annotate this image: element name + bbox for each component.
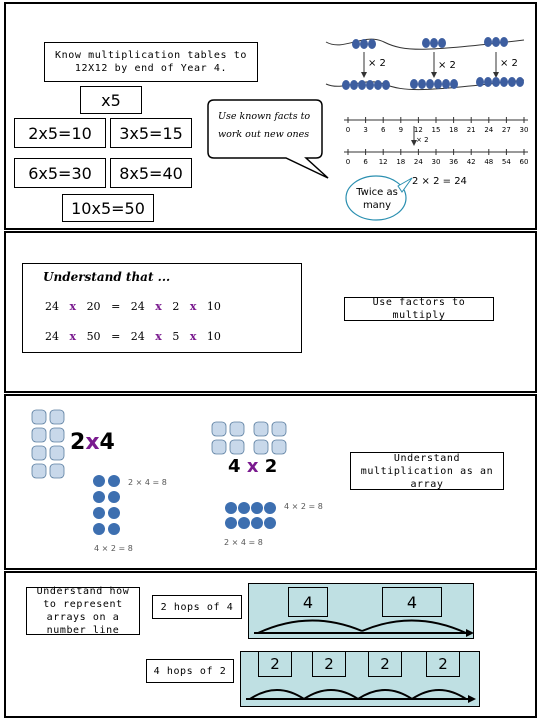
- array-label: Understand multiplication as an array: [350, 452, 504, 490]
- panel-known-facts: [4, 2, 537, 230]
- bead-strings-diagram: [324, 22, 528, 97]
- hop-2-box-1: 2: [258, 651, 292, 677]
- numberline-bottom-label: 42: [466, 158, 476, 166]
- panel-factors: [4, 231, 537, 393]
- right-eq-a: 4 × 2 = 8: [284, 502, 323, 511]
- numberline-top-label: 21: [466, 126, 476, 134]
- numberline-top-label: 18: [449, 126, 459, 134]
- bead-group: [352, 39, 376, 49]
- hops-of-4-label: 2 hops of 4: [152, 595, 242, 619]
- panel-arrays: [4, 394, 537, 570]
- equation-label: 2 × 2 = 24: [412, 176, 467, 187]
- right-eq-b: 2 × 4 = 8: [224, 538, 263, 547]
- numberline-bottom-label: 18: [396, 158, 406, 166]
- factor-line-1: 24 x 20 = 24 x 2 x 10: [45, 300, 221, 313]
- numberline-bottom-label: 54: [501, 158, 511, 166]
- hop-2-box-4: 2: [426, 651, 460, 677]
- numberline-top-label: 15: [431, 126, 441, 134]
- counter-array-2x4: [92, 474, 122, 540]
- numberline-bottom-label: 12: [378, 158, 388, 166]
- numberline-bottom-label: 30: [431, 158, 441, 166]
- numberline-bottom-label: 48: [484, 158, 494, 166]
- numberline-top-label: 24: [484, 126, 494, 134]
- numberline-bottom-label: 36: [449, 158, 459, 166]
- left-array-expression: 2x4: [70, 430, 115, 455]
- numberline-op: × 2: [416, 136, 429, 144]
- fact-8x5: 8x5=40: [110, 158, 192, 188]
- hops-4-arcs: [250, 613, 474, 637]
- times-table-label: x5: [80, 86, 142, 114]
- bead-op-1: × 2: [368, 58, 386, 69]
- numberline-bottom-label: 0: [345, 158, 351, 166]
- bead-op-3: × 2: [500, 58, 518, 69]
- numberline-bottom-label: 24: [413, 158, 423, 166]
- panel-number-line-arrays: [4, 571, 537, 718]
- understand-title: Understand that ...: [43, 270, 171, 284]
- fact-10x5: 10x5=50: [62, 194, 154, 222]
- goal-label: Know multiplication tables to 12X12 by end of Year 4.: [44, 42, 258, 82]
- numberline-bottom-label: 6: [363, 158, 368, 166]
- understand-box: [22, 263, 302, 353]
- numberline-top-labels: [342, 126, 530, 138]
- fact-2x5: 2x5=10: [14, 118, 106, 148]
- numberline-top-label: 9: [398, 126, 404, 134]
- twice-bubble-text: Twice as many: [356, 187, 398, 211]
- speech-bubble-text: Use known facts to work out new ones: [218, 111, 311, 140]
- hop-4-box-1: 4: [288, 587, 328, 617]
- represent-arrays-label: Understand how to represent arrays on a number line: [26, 587, 140, 635]
- hop-2-box-3: 2: [368, 651, 402, 677]
- bear-array-4x2: [210, 420, 294, 456]
- numberline-top-label: 27: [501, 126, 511, 134]
- hop-4-box-2: 4: [382, 587, 442, 617]
- right-array-expression: 4 x 2: [228, 456, 278, 477]
- use-factors-label: Use factors to multiply: [344, 297, 494, 321]
- bear-array-2x4: [30, 408, 70, 484]
- left-eq-a: 2 × 4 = 8: [128, 478, 167, 487]
- numberline-bottom-label: 60: [519, 158, 529, 166]
- hops-of-2-label: 4 hops of 2: [146, 659, 234, 683]
- numberline-top-label: 0: [345, 126, 351, 134]
- numberline-top-label: 30: [519, 126, 529, 134]
- numberline-top-label: 6: [380, 126, 386, 134]
- left-eq-b: 4 × 2 = 8: [94, 544, 133, 553]
- hop-2-box-2: 2: [312, 651, 346, 677]
- numberline-top-label: 3: [363, 126, 368, 134]
- numberline-top-label: 12: [413, 126, 423, 134]
- fact-6x5: 6x5=30: [14, 158, 106, 188]
- factor-line-2: 24 x 50 = 24 x 5 x 10: [45, 330, 221, 343]
- hops-2-arcs: [242, 681, 480, 705]
- fact-3x5: 3x5=15: [110, 118, 192, 148]
- bead-op-2: × 2: [438, 60, 456, 71]
- counter-array-4x2: [224, 500, 280, 532]
- numberline-bottom-labels: [342, 158, 530, 170]
